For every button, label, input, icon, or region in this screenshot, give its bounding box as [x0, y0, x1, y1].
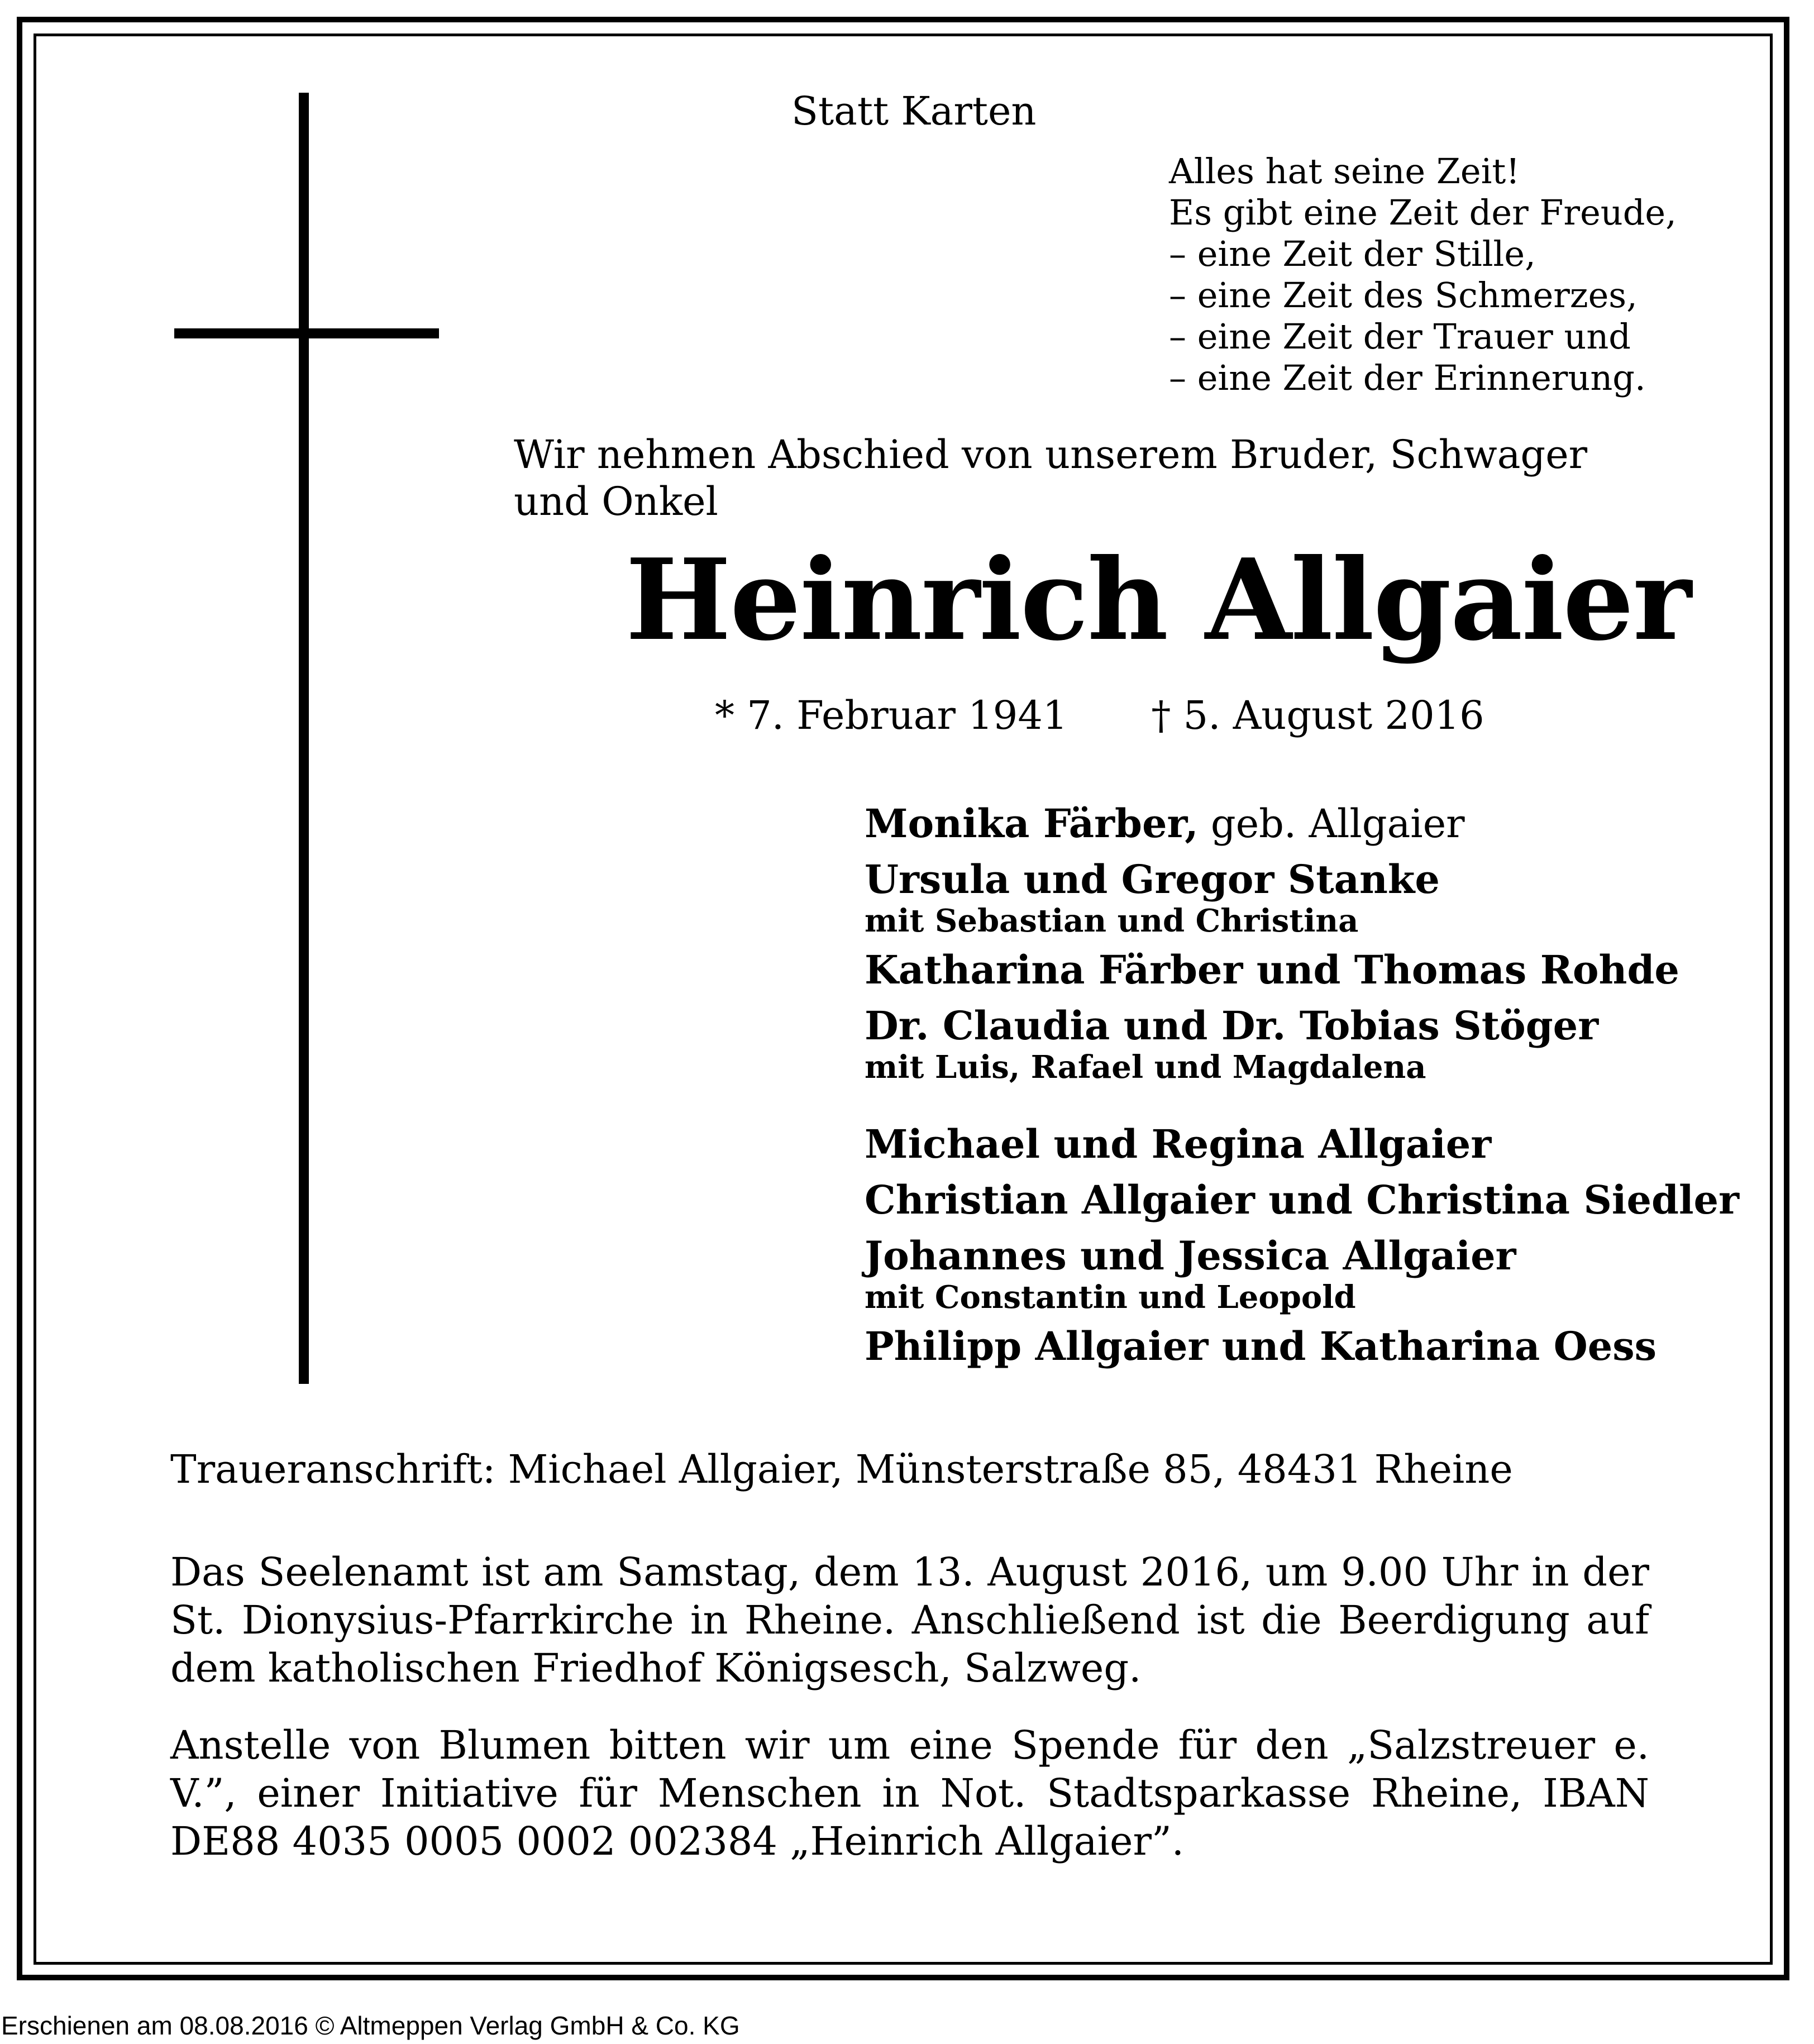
- mourner-line: Christian Allgaier und Christina Siedler: [865, 1177, 1739, 1223]
- mourner-sub-line: mit Sebastian und Christina: [865, 902, 1359, 939]
- poem-line: Alles hat seine Zeit!: [1169, 151, 1520, 192]
- mourner-line: Philipp Allgaier und Katharina Oess: [865, 1323, 1657, 1369]
- poem-line: Es gibt eine Zeit der Freude,: [1169, 192, 1677, 233]
- mourner-line: Dr. Claudia und Dr. Tobias Stöger: [865, 1002, 1599, 1049]
- poem-line: – eine Zeit der Erinnerung.: [1169, 357, 1646, 398]
- mourners-list: [865, 796, 1739, 1374]
- poem-line: – eine Zeit des Schmerzes,: [1169, 275, 1638, 316]
- mourner-sub-line: mit Constantin und Leopold: [865, 1279, 1356, 1316]
- mourner-line: Ursula und Gregor Stanke: [865, 856, 1440, 902]
- donation-paragraph: Anstelle von Blumen bitten wir um eine Spende für den „Salzstreuer e. V.”, einer Initiative für Menschen in Not. Stadtsparkasse Rheine, IBAN DE88 4035 0005 0002 002384 „Heinrich Allgaier”.: [170, 1722, 1649, 1864]
- publication-footer: Erschienen am 08.08.2016 © Altmeppen Verlag GmbH & Co. KG: [1, 2011, 740, 2040]
- poem: [1169, 151, 1677, 399]
- mourner-sub-line: mit Luis, Rafael und Magdalena: [865, 1049, 1426, 1086]
- mourner-line: Monika Färber, geb. Allgaier: [865, 800, 1465, 847]
- cross-icon-vertical: [299, 93, 309, 1384]
- service-paragraph: Das Seelenamt ist am Samstag, dem 13. August 2016, um 9.00 Uhr in der St. Dionysius-Pfarrkirche in Rheine. Anschließend ist die Beerdigung auf dem katholischen Friedhof Königsesch, Salzweg.: [170, 1549, 1649, 1691]
- birth-date: * 7. Februar 1941: [715, 693, 1068, 738]
- deceased-name: Heinrich Allgaier: [626, 534, 1691, 666]
- cross-icon-horizontal: [174, 328, 439, 338]
- poem-line: – eine Zeit der Trauer und: [1169, 316, 1631, 357]
- life-dates: [715, 693, 1484, 738]
- statt-karten: Statt Karten: [791, 88, 1037, 134]
- mourner-line: Katharina Färber und Thomas Rohde: [865, 947, 1679, 993]
- death-date: † 5. August 2016: [1151, 693, 1484, 738]
- mourner-line: Johannes und Jessica Allgaier: [865, 1233, 1516, 1279]
- mourner-line: Michael und Regina Allgaier: [865, 1121, 1492, 1167]
- mourning-address: Traueranschrift: Michael Allgaier, Münsterstraße 85, 48431 Rheine: [170, 1446, 1513, 1492]
- intro-text: Wir nehmen Abschied von unserem Bruder, Schwager und Onkel: [514, 432, 1588, 524]
- poem-line: – eine Zeit der Stille,: [1169, 233, 1536, 274]
